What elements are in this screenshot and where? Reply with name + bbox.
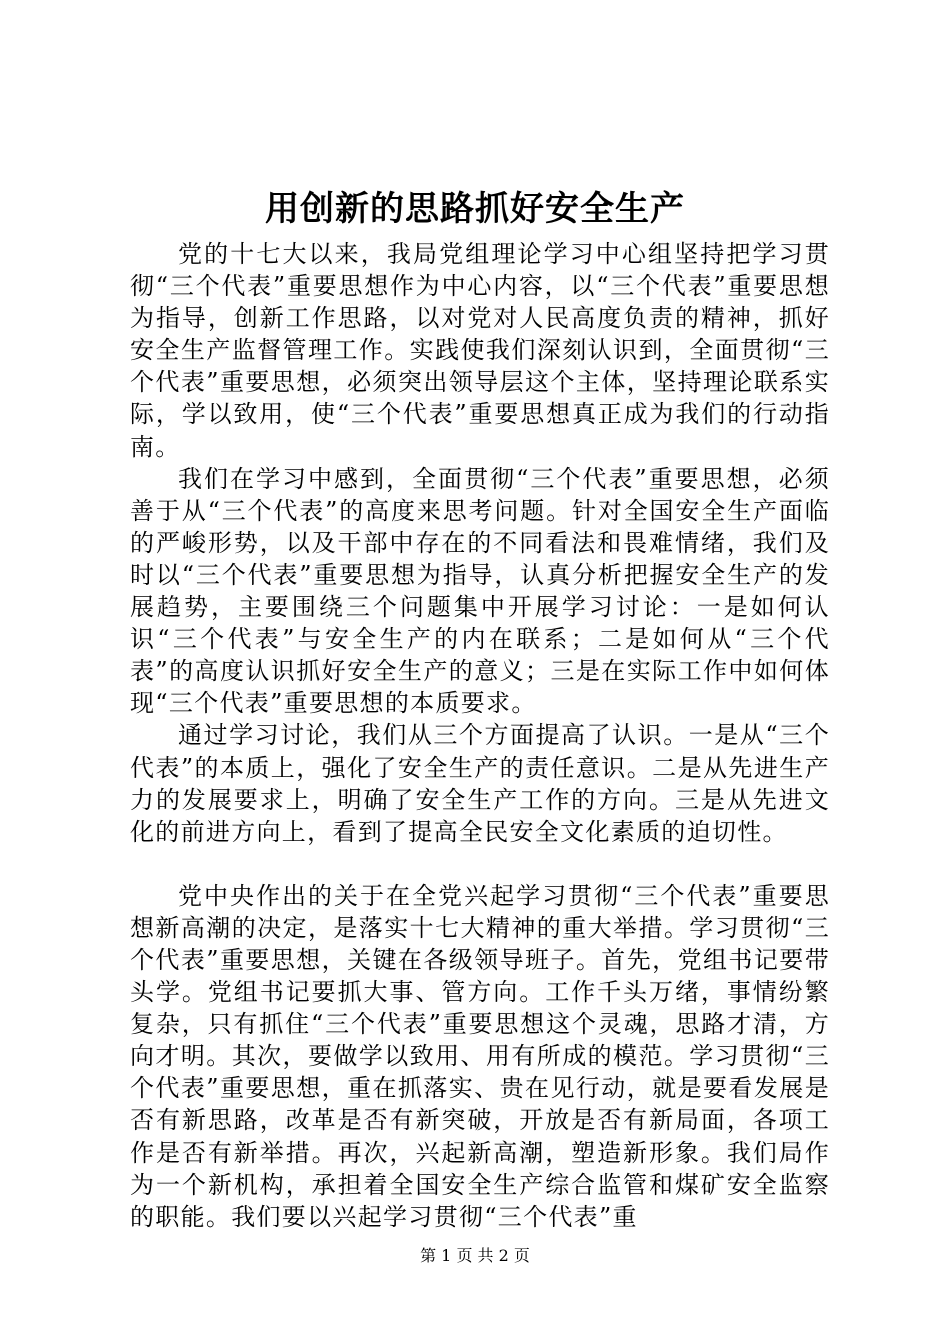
paragraph-3: 通过学习讨论，我们从三个方面提高了认识。一是从“三个代表”的本质上，强化了安全生产的责任意识。二是从先进生产力的发展要求上，明确了安全生产工作的方向。三是从先进文化的前进方向上，看到了提高全民安全文化素质的迫切性。 — [130, 721, 830, 846]
paragraph-4: 党中央作出的关于在全党兴起学习贯彻“三个代表”重要思想新高潮的决定，是落实十七大精神的重大举措。学习贯彻“三个代表”重要思想，关键在各级领导班子。首先，党组书记要带头学。党组书记要抓大事、管方向。工作千头万绪，事情纷繁复杂，只有抓住“三个代表”重要思想这个灵魂，思路才清，方向才明。其次，要做学以致用、用有所成的模范。学习贯彻“三个代表”重要思想，重在抓落实、贵在见行动，就是要看发展是否有新思路，改革是否有新突破，开放是否有新局面，各项工作是否有新举措。再次，兴起新高潮，塑造新形象。我们局作为一个新机构，承担着全国安全生产综合监管和煤矿安全监察的职能。我们要以兴起学习贯彻“三个代表”重 — [130, 881, 830, 1231]
paragraph-spacer — [130, 848, 830, 880]
document-body — [130, 238, 830, 1233]
paragraph-2: 我们在学习中感到，全面贯彻“三个代表”重要思想，必须善于从“三个代表”的高度来思考问题。针对全国安全生产面临的严峻形势，以及干部中存在的不同看法和畏难情绪，我们及时以“三个代表”重要思想为指导，认真分析把握安全生产的发展趋势，主要围绕三个问题集中开展学习讨论：一是如何认识“三个代表”与安全生产的内在联系；二是如何从“三个代表”的高度认识抓好安全生产的意义；三是在实际工作中如何体现“三个代表”重要思想的本质要求。 — [130, 464, 830, 718]
paragraph-1: 党的十七大以来，我局党组理论学习中心组坚持把学习贯彻“三个代表”重要思想作为中心内容，以“三个代表”重要思想为指导，创新工作思路，以对党对人民高度负责的精神，抓好安全生产监督管理工作。实践使我们深刻认识到，全面贯彻“三个代表”重要思想，必须突出领导层这个主体，坚持理论联系实际，学以致用，使“三个代表”重要思想真正成为我们的行动指南。 — [130, 240, 830, 461]
page-number-footer: 第 1 页 共 2 页 — [420, 1246, 530, 1265]
document-title: 用创新的思路抓好安全生产 — [265, 189, 685, 229]
